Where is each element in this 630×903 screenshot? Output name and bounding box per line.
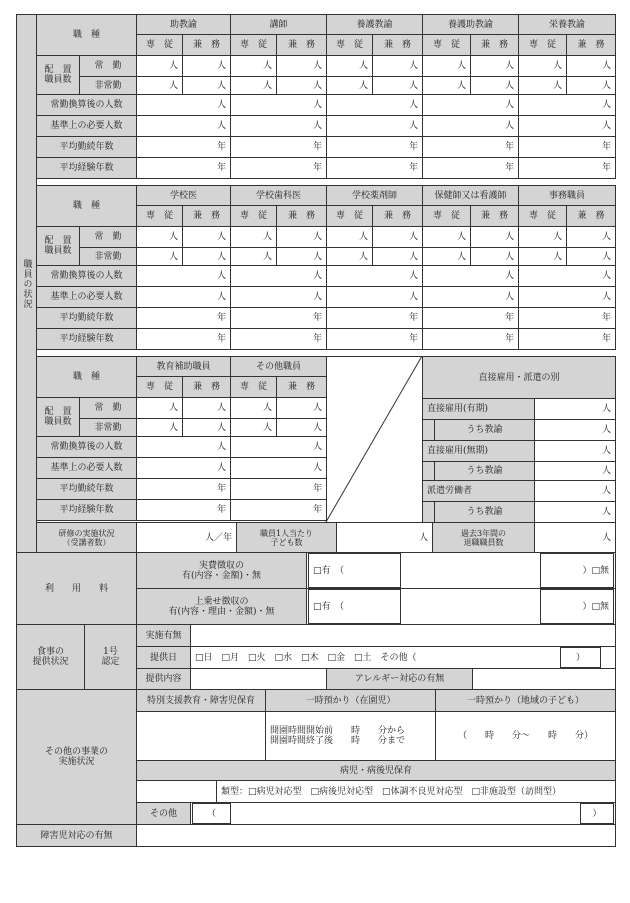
staff-count-input[interactable]: 人 bbox=[182, 397, 231, 419]
other-open-paren: （ bbox=[192, 803, 231, 824]
employment-row-label: うち教諭 bbox=[434, 419, 535, 441]
summary-input[interactable]: 年 bbox=[422, 136, 519, 158]
staff-count-input[interactable]: 人 bbox=[326, 76, 373, 95]
summary-input[interactable]: 年 bbox=[422, 328, 519, 350]
summary-input[interactable]: 年 bbox=[518, 157, 616, 179]
retired-input[interactable]: 人 bbox=[534, 522, 616, 553]
summary-input[interactable]: 人 bbox=[230, 265, 327, 287]
staff-count-input[interactable]: 人 bbox=[518, 76, 567, 95]
job-title: 学校医 bbox=[136, 185, 231, 206]
job-title: 栄養教諭 bbox=[518, 14, 616, 35]
summary-input[interactable]: 人 bbox=[230, 457, 327, 479]
summary-input[interactable]: 年 bbox=[230, 157, 327, 179]
employment-row-label: 直接雇用(有期) bbox=[422, 398, 535, 420]
employment-count-input[interactable]: 人 bbox=[534, 398, 616, 420]
staff-section-label: 職員の状況 bbox=[16, 14, 37, 553]
row-label-avg-service: 平均勤続年数 bbox=[36, 307, 137, 329]
job-title: 養護教諭 bbox=[326, 14, 423, 35]
staff-count-input[interactable]: 人 bbox=[470, 226, 519, 248]
summary-input[interactable]: 年 bbox=[326, 136, 423, 158]
employment-row-label: 派遣労働者 bbox=[422, 480, 535, 502]
parttime-label: 非常勤 bbox=[79, 418, 137, 437]
row-label-required: 基準上の必要人数 bbox=[36, 115, 137, 137]
employment-row-label: 直接雇用(無期) bbox=[422, 440, 535, 462]
other-close-paren: ） bbox=[580, 803, 614, 824]
concurrent-header: 兼 務 bbox=[566, 34, 616, 56]
staff-count-input[interactable]: 人 bbox=[230, 247, 277, 266]
summary-input[interactable]: 人 bbox=[136, 115, 231, 137]
fulltime-label: 常 勤 bbox=[79, 55, 137, 77]
summary-input[interactable]: 年 bbox=[230, 499, 327, 521]
staff-count-input[interactable]: 人 bbox=[136, 55, 183, 77]
staff-count-input[interactable]: 人 bbox=[422, 76, 471, 95]
concurrent-header: 兼 務 bbox=[182, 34, 231, 56]
staff-count-input[interactable]: 人 bbox=[136, 418, 183, 437]
staff-count-input[interactable]: 人 bbox=[422, 226, 471, 248]
row-label-avg-experience: 平均経験年数 bbox=[36, 157, 137, 179]
summary-input[interactable]: 年 bbox=[230, 136, 327, 158]
specialist-header: 専 従 bbox=[230, 34, 277, 56]
summary-input[interactable]: 年 bbox=[230, 328, 327, 350]
summary-input[interactable]: 人 bbox=[136, 265, 231, 287]
employment-header: 直接雇用・派遣の別 bbox=[422, 356, 616, 399]
summary-input[interactable]: 年 bbox=[230, 478, 327, 500]
staff-count-input[interactable]: 人 bbox=[276, 418, 327, 437]
summary-input[interactable]: 年 bbox=[518, 307, 616, 329]
employment-count-input[interactable]: 人 bbox=[534, 480, 616, 502]
summary-input[interactable]: 年 bbox=[326, 307, 423, 329]
specialist-header: 専 従 bbox=[326, 34, 373, 56]
summary-input[interactable]: 人 bbox=[136, 94, 231, 116]
staff-count-input[interactable]: 人 bbox=[276, 247, 327, 266]
fulltime-label: 常 勤 bbox=[79, 397, 137, 419]
concurrent-header: 兼 務 bbox=[276, 376, 327, 398]
employment-row-label: うち教諭 bbox=[434, 461, 535, 481]
summary-input[interactable]: 年 bbox=[518, 136, 616, 158]
staff-count-input[interactable]: 人 bbox=[230, 418, 277, 437]
staff-count-input[interactable]: 人 bbox=[182, 247, 231, 266]
summary-input[interactable]: 人 bbox=[326, 265, 423, 287]
retired-label: 過去3年間の 退職職員数 bbox=[432, 522, 535, 553]
staff-count-input[interactable]: 人 bbox=[276, 397, 327, 419]
summary-input[interactable]: 人 bbox=[422, 265, 519, 287]
summary-input[interactable]: 人 bbox=[326, 94, 423, 116]
job-title: 講師 bbox=[230, 14, 327, 35]
training-label: 研修の実施状況 （受講者数） bbox=[36, 522, 137, 553]
specialist-header: 専 従 bbox=[422, 205, 471, 227]
staff-count-input[interactable]: 人 bbox=[136, 226, 183, 248]
specialist-header: 専 従 bbox=[230, 205, 277, 227]
staff-count-input[interactable]: 人 bbox=[566, 226, 616, 248]
summary-input[interactable]: 人 bbox=[422, 115, 519, 137]
summary-input[interactable]: 年 bbox=[518, 328, 616, 350]
concurrent-header: 兼 務 bbox=[470, 205, 519, 227]
employment-row-label: うち教諭 bbox=[434, 501, 535, 523]
summary-input[interactable]: 人 bbox=[230, 94, 327, 116]
summary-input[interactable]: 人 bbox=[422, 286, 519, 308]
staff-count-input[interactable]: 人 bbox=[182, 76, 231, 95]
concurrent-header: 兼 務 bbox=[372, 205, 423, 227]
specialist-header: 専 従 bbox=[422, 34, 471, 56]
staff-count-input[interactable]: 人 bbox=[182, 418, 231, 437]
staff-count-input[interactable]: 人 bbox=[372, 55, 423, 77]
staff-count-input[interactable]: 人 bbox=[326, 55, 373, 77]
job-title: 教育補助職員 bbox=[136, 356, 231, 377]
summary-input[interactable]: 人 bbox=[422, 94, 519, 116]
specialist-header: 専 従 bbox=[326, 205, 373, 227]
job-type-header: 職 種 bbox=[36, 185, 137, 227]
summary-input[interactable]: 年 bbox=[136, 307, 231, 329]
staff-count-input[interactable]: 人 bbox=[230, 226, 277, 248]
summary-input[interactable]: 人 bbox=[518, 94, 616, 116]
row-label-avg-service: 平均勤続年数 bbox=[36, 136, 137, 158]
job-title: 保健師又は看護師 bbox=[422, 185, 519, 206]
concurrent-header: 兼 務 bbox=[372, 34, 423, 56]
staff-count-input[interactable]: 人 bbox=[518, 55, 567, 77]
days-close-paren: ） bbox=[560, 647, 601, 668]
other-projects-label: その他の事業の 実施状況 bbox=[16, 689, 137, 825]
summary-input[interactable]: 年 bbox=[422, 307, 519, 329]
temp-care-local-label: 一時預かり（地域の子ども） bbox=[435, 689, 616, 712]
staff-count-input[interactable]: 人 bbox=[470, 55, 519, 77]
fulltime-label: 常 勤 bbox=[79, 226, 137, 248]
summary-input[interactable]: 年 bbox=[136, 478, 231, 500]
specialist-header: 専 従 bbox=[518, 205, 567, 227]
concurrent-header: 兼 務 bbox=[276, 34, 327, 56]
summary-input[interactable]: 人 bbox=[136, 457, 231, 479]
row-label-avg-experience: 平均経験年数 bbox=[36, 328, 137, 350]
summary-input[interactable]: 人 bbox=[518, 265, 616, 287]
temp-hours-input[interactable]: 開園時間開始前 時 分から 開園時間終了後 時 分まで bbox=[265, 711, 436, 761]
summary-input[interactable]: 人 bbox=[136, 286, 231, 308]
staff-count-input[interactable]: 人 bbox=[276, 76, 327, 95]
staff-count-input[interactable]: 人 bbox=[518, 247, 567, 266]
staff-count-input[interactable]: 人 bbox=[230, 76, 277, 95]
staff-count-input[interactable]: 人 bbox=[136, 247, 183, 266]
staff-count-input[interactable]: 人 bbox=[372, 247, 423, 266]
staff-count-input[interactable]: 人 bbox=[326, 226, 373, 248]
disability-label: 障害児対応の有無 bbox=[16, 824, 137, 847]
allergy-label: アレルギー対応の有無 bbox=[326, 668, 473, 690]
staff-count-input[interactable]: 人 bbox=[136, 397, 183, 419]
specialist-header: 専 従 bbox=[136, 34, 183, 56]
employment-count-input[interactable]: 人 bbox=[534, 461, 616, 481]
summary-input[interactable]: 人 bbox=[518, 286, 616, 308]
days-label: 提供日 bbox=[136, 646, 191, 669]
summary-input[interactable]: 年 bbox=[136, 328, 231, 350]
content-label: 提供内容 bbox=[136, 668, 191, 690]
staff-count-input[interactable]: 人 bbox=[230, 55, 277, 77]
staff-count-input[interactable]: 人 bbox=[182, 55, 231, 77]
placed-staff-label: 配 置 職員数 bbox=[36, 397, 80, 437]
special-support-label: 特別支援教育・障害児保育 bbox=[136, 689, 266, 712]
job-title: 学校薬剤師 bbox=[326, 185, 423, 206]
summary-input[interactable]: 人 bbox=[230, 115, 327, 137]
summary-input[interactable]: 人 bbox=[518, 115, 616, 137]
summary-input[interactable]: 年 bbox=[326, 328, 423, 350]
concurrent-header: 兼 務 bbox=[276, 205, 327, 227]
staff-count-input[interactable]: 人 bbox=[372, 226, 423, 248]
days-checkboxes[interactable]: □日 □月 □火 □水 □木 □金 □土 その他（ bbox=[190, 646, 616, 669]
summary-input[interactable]: 人 bbox=[230, 286, 327, 308]
parttime-label: 非常勤 bbox=[79, 247, 137, 266]
other-label: その他 bbox=[136, 802, 191, 825]
summary-input[interactable]: 人 bbox=[230, 436, 327, 458]
employment-count-input[interactable]: 人 bbox=[534, 419, 616, 441]
summary-input[interactable]: 人 bbox=[136, 436, 231, 458]
summary-input[interactable]: 人 bbox=[326, 115, 423, 137]
concurrent-header: 兼 務 bbox=[566, 205, 616, 227]
summary-input[interactable]: 年 bbox=[230, 307, 327, 329]
row-label-required: 基準上の必要人数 bbox=[36, 457, 137, 479]
meal-label: 食事の 提供状況 bbox=[16, 624, 85, 690]
staff-count-input[interactable]: 人 bbox=[470, 76, 519, 95]
staff-count-input[interactable]: 人 bbox=[566, 247, 616, 266]
meal-cert-label: 1号 認定 bbox=[84, 624, 137, 690]
row-label-required: 基準上の必要人数 bbox=[36, 286, 137, 308]
staff-count-input[interactable]: 人 bbox=[422, 247, 471, 266]
concurrent-header: 兼 務 bbox=[470, 34, 519, 56]
staff-count-input[interactable]: 人 bbox=[230, 397, 277, 419]
staff-count-input[interactable]: 人 bbox=[422, 55, 471, 77]
employment-count-input[interactable]: 人 bbox=[534, 440, 616, 462]
specialist-header: 専 従 bbox=[136, 205, 183, 227]
staff-count-input[interactable]: 人 bbox=[326, 247, 373, 266]
employment-count-input[interactable]: 人 bbox=[534, 501, 616, 523]
placed-staff-label: 配 置 職員数 bbox=[36, 226, 80, 266]
staff-count-input[interactable]: 人 bbox=[372, 76, 423, 95]
row-label-avg-experience: 平均経験年数 bbox=[36, 499, 137, 521]
job-title: 助教諭 bbox=[136, 14, 231, 35]
summary-input[interactable]: 年 bbox=[326, 157, 423, 179]
fee-no-checkbox[interactable]: ）□無 bbox=[540, 589, 614, 624]
sick-care-label: 病児・病後児保育 bbox=[136, 760, 616, 781]
fee-no-checkbox[interactable]: ）□無 bbox=[540, 553, 614, 588]
row-label-converted: 常勤換算後の人数 bbox=[36, 436, 137, 458]
summary-input[interactable]: 年 bbox=[422, 157, 519, 179]
temp-local-time-input[interactable]: （ 時 分～ 時 分） bbox=[435, 711, 616, 761]
staff-count-input[interactable]: 人 bbox=[566, 76, 616, 95]
staff-count-input[interactable]: 人 bbox=[566, 55, 616, 77]
concurrent-header: 兼 務 bbox=[182, 376, 231, 398]
summary-input[interactable]: 人 bbox=[326, 286, 423, 308]
summary-input[interactable]: 年 bbox=[136, 136, 231, 158]
row-label-avg-service: 平均勤続年数 bbox=[36, 478, 137, 500]
row-label-converted: 常勤換算後の人数 bbox=[36, 265, 137, 287]
temp-care-enrolled-label: 一時預かり（在園児） bbox=[265, 689, 436, 712]
staff-count-input[interactable]: 人 bbox=[276, 226, 327, 248]
job-title: 学校歯科医 bbox=[230, 185, 327, 206]
staff-count-input[interactable]: 人 bbox=[518, 226, 567, 248]
sick-care-types[interactable]: 類型：□病児対応型 □病後児対応型 □体調不良児対応型 □非施設型（訪問型） bbox=[216, 780, 616, 803]
placed-staff-label: 配 置 職員数 bbox=[36, 55, 80, 95]
job-title: その他職員 bbox=[230, 356, 327, 377]
row-label-converted: 常勤換算後の人数 bbox=[36, 94, 137, 116]
job-type-header: 職 種 bbox=[36, 14, 137, 56]
fees-label: 利 用 料 bbox=[16, 552, 137, 625]
fee-yes-checkbox[interactable]: □有 （ bbox=[308, 553, 401, 588]
job-title: 養護助教諭 bbox=[422, 14, 519, 35]
concurrent-header: 兼 務 bbox=[182, 205, 231, 227]
summary-input[interactable]: 年 bbox=[136, 499, 231, 521]
staff-count-input[interactable]: 人 bbox=[276, 55, 327, 77]
parttime-label: 非常勤 bbox=[79, 76, 137, 95]
implemented-label: 実施有無 bbox=[136, 624, 191, 647]
staff-count-input[interactable]: 人 bbox=[470, 247, 519, 266]
job-title: 事務職員 bbox=[518, 185, 616, 206]
specialist-header: 専 従 bbox=[136, 376, 183, 398]
fee-yes-checkbox[interactable]: □有 （ bbox=[308, 589, 401, 624]
actual-fee-label: 実費徴収の 有(内容・金額)・無 bbox=[136, 552, 307, 589]
staff-count-input[interactable]: 人 bbox=[182, 226, 231, 248]
job-type-header: 職 種 bbox=[36, 356, 137, 398]
staff-count-input[interactable]: 人 bbox=[136, 76, 183, 95]
training-input[interactable]: 人／年 bbox=[136, 522, 237, 553]
specialist-header: 専 従 bbox=[230, 376, 277, 398]
extra-fee-label: 上乗せ徴収の 有(内容・理由・金額)・無 bbox=[136, 588, 307, 625]
ratio-label: 職員1人当たり 子ども数 bbox=[236, 522, 337, 553]
specialist-header: 専 従 bbox=[518, 34, 567, 56]
summary-input[interactable]: 年 bbox=[136, 157, 231, 179]
ratio-input[interactable]: 人 bbox=[336, 522, 433, 553]
